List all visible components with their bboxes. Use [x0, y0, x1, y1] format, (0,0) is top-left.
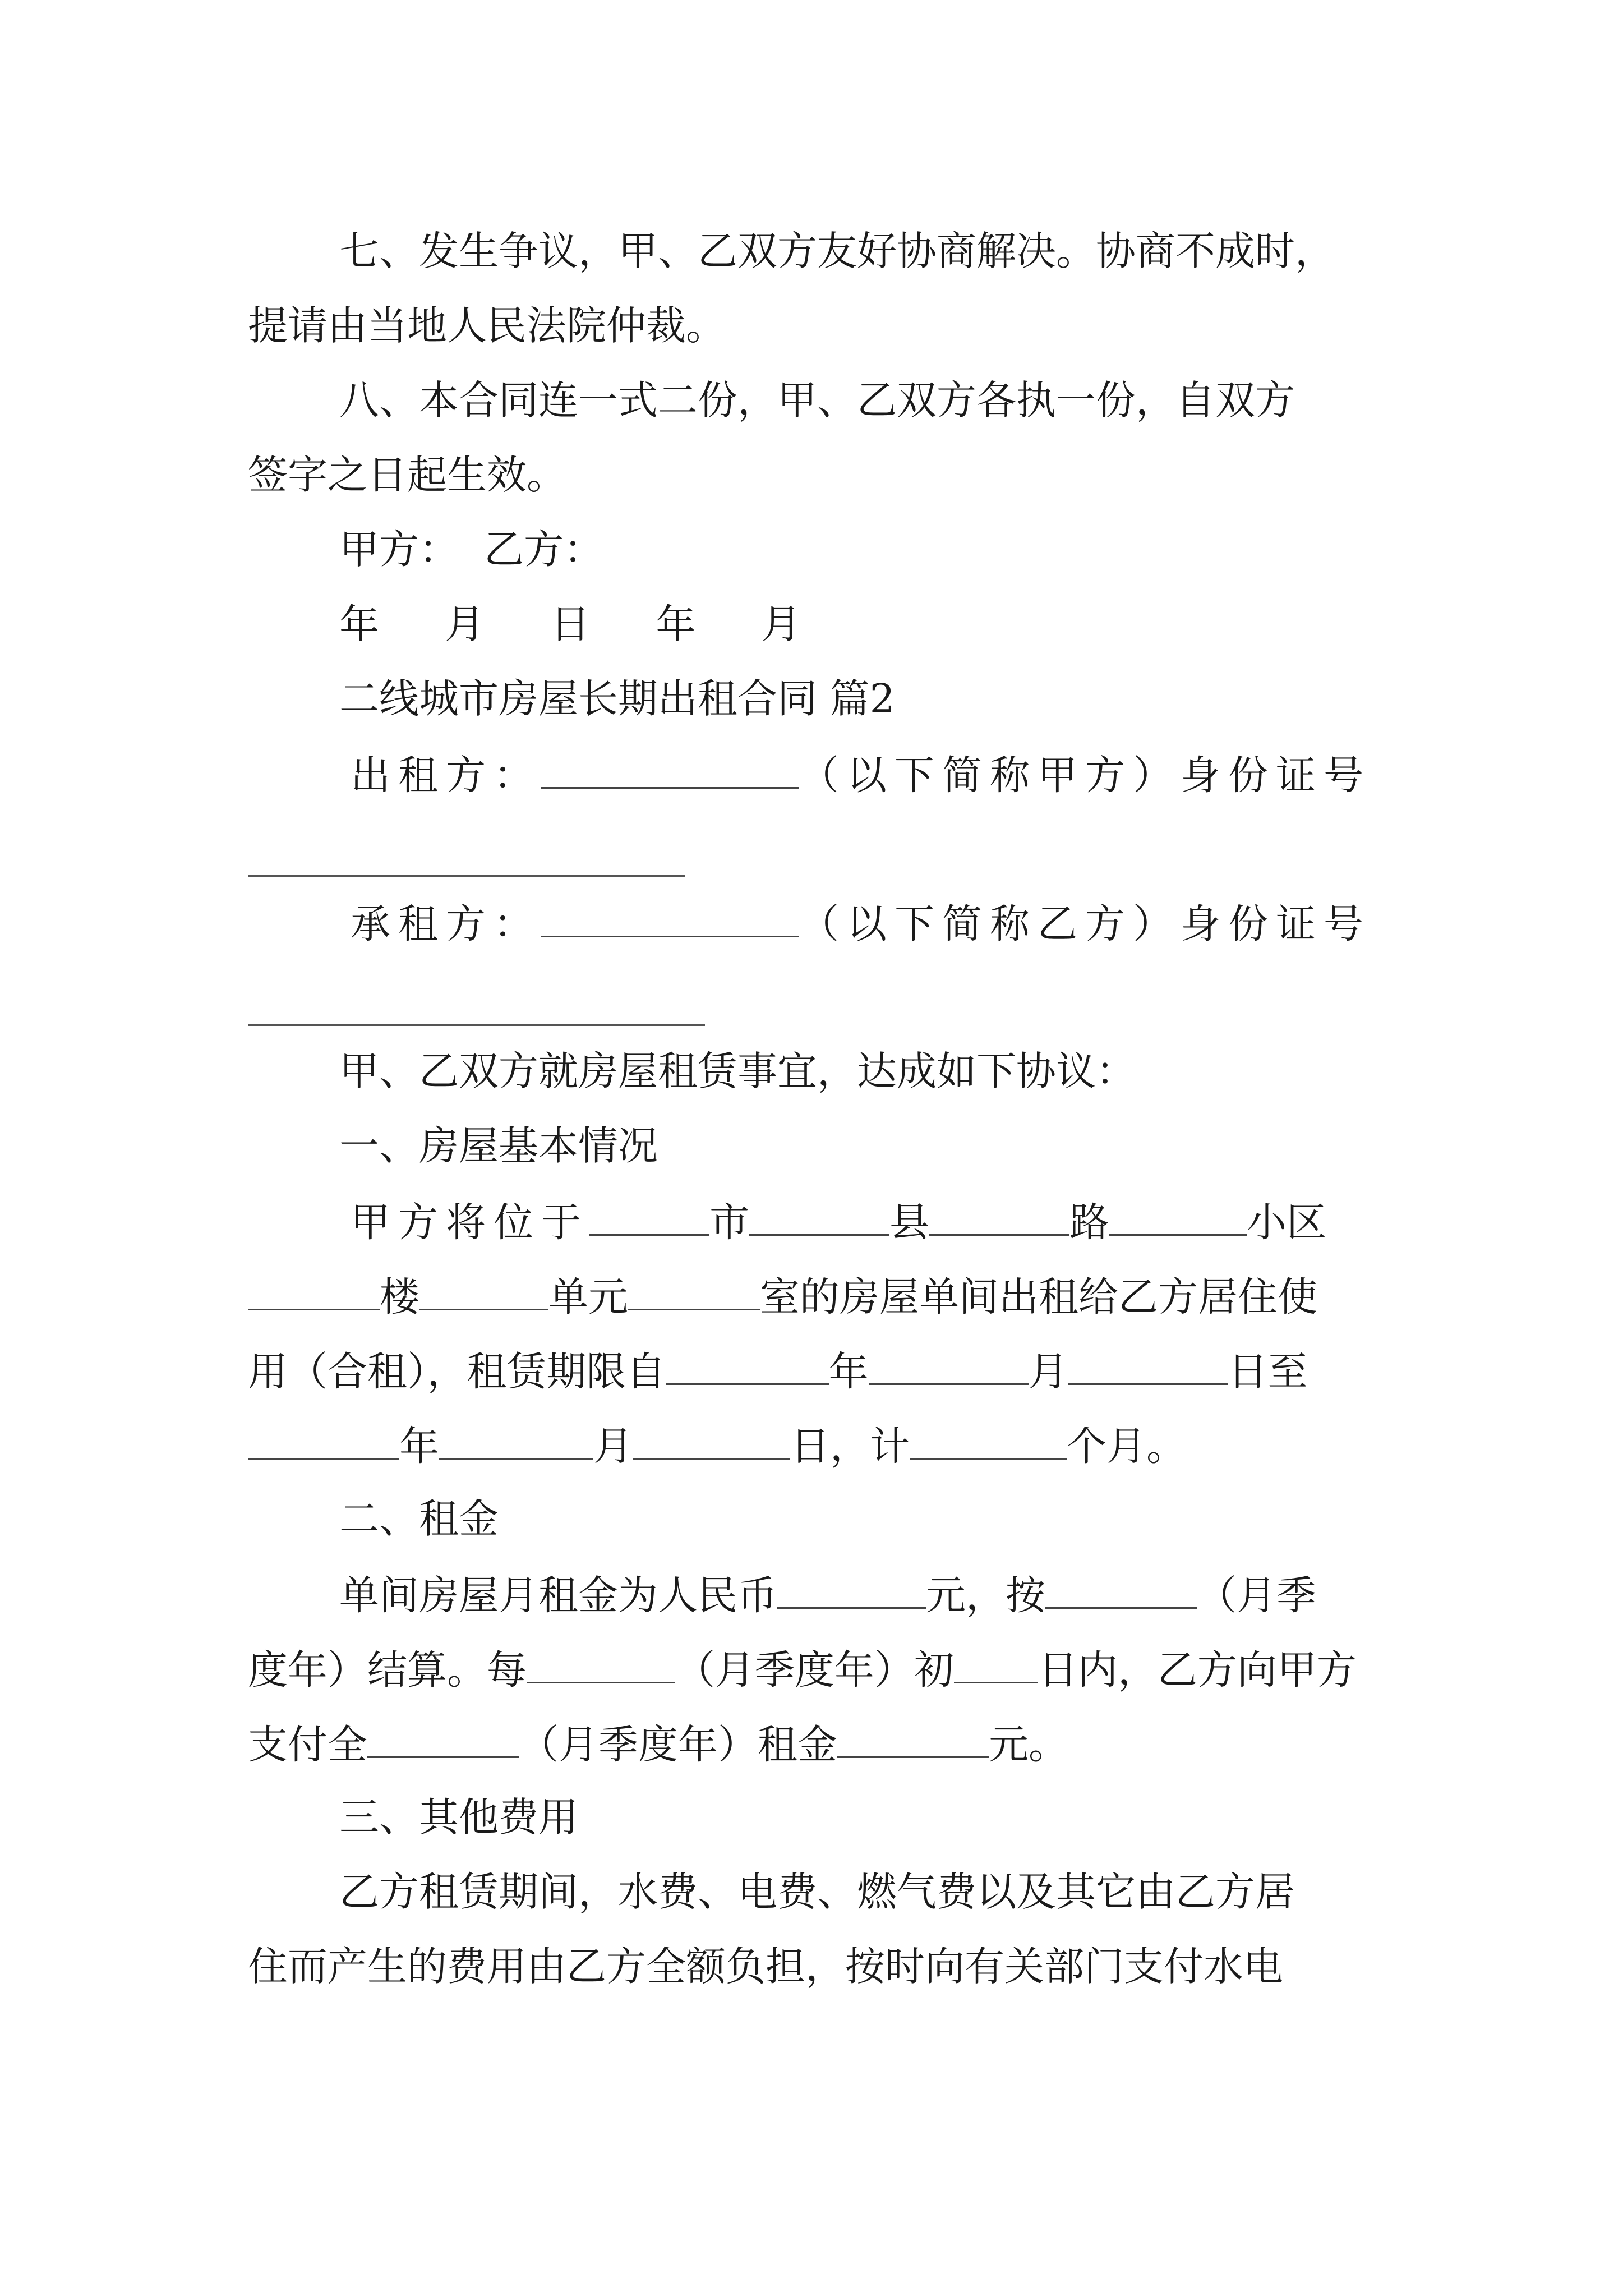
- rent-line-2: 度年）结算。每 （月季度年）初 日内，乙方向甲方: [248, 1646, 1357, 1694]
- unit-blank: [419, 1275, 548, 1310]
- house-line-2: 楼 单元 室的房屋单间出租给乙方居住使: [248, 1275, 1317, 1317]
- building-blank: [248, 1275, 380, 1310]
- payment-period-blank: [527, 1648, 675, 1683]
- section-title: 二线城市房屋长期出租合同 篇2: [339, 675, 895, 722]
- full-period-blank: [367, 1723, 519, 1758]
- city-blank: [589, 1200, 709, 1236]
- county-blank: [749, 1200, 889, 1236]
- fees-line-2: 住而产生的费用由乙方全额负担，按时向有关部门支付水电: [248, 1943, 1284, 1990]
- start-month-blank: [869, 1350, 1029, 1385]
- clause-7-line-1: 七、发生争议，甲、乙双方友好协商解决。协商不成时，: [339, 228, 1335, 274]
- lessee-name-blank: [541, 902, 799, 937]
- clause-8-line-2: 签字之日起生效。: [248, 452, 567, 498]
- house-line-1: 甲方将位于 市 县 路 小区: [351, 1199, 1327, 1246]
- rent-amount-blank: [837, 1723, 989, 1758]
- intro-line: 甲、乙双方就房屋租赁事宜，达成如下协议：: [339, 1048, 1136, 1094]
- lessor-id-blank: [248, 875, 685, 877]
- rent-line-1: 单间房屋月租金为人民币 元，按 （月季: [339, 1572, 1317, 1619]
- house-line-3: 用（合租），租赁期限自 年 月 日至: [248, 1348, 1308, 1395]
- house-line-4: 年 月 日，计 个月。: [248, 1424, 1186, 1466]
- heading-house-info: 一、房屋基本情况: [339, 1122, 658, 1169]
- end-year-blank: [248, 1424, 399, 1460]
- road-blank: [929, 1200, 1069, 1236]
- heading-other-fees: 三、其他费用: [339, 1794, 579, 1841]
- room-blank: [628, 1275, 760, 1310]
- lessor-note: （以下简称甲方）身份证号: [799, 752, 1372, 799]
- lessor-name-blank: [541, 753, 799, 789]
- monthly-rent-blank: [777, 1573, 926, 1609]
- community-blank: [1109, 1200, 1247, 1236]
- lessor-label: 出租方：: [351, 752, 542, 799]
- start-year-blank: [666, 1350, 829, 1385]
- lessee-label: 承租方：: [351, 900, 542, 947]
- lessor-line: [351, 752, 1372, 799]
- signature-line: 甲方： 乙方：: [339, 526, 604, 573]
- settlement-period-blank: [1045, 1573, 1197, 1609]
- end-month-blank: [439, 1424, 593, 1460]
- clause-8-line-1: 八、本合同连一式二份，甲、乙双方各执一份，自双方: [339, 377, 1295, 424]
- payment-days-blank: [954, 1648, 1038, 1683]
- date-line: 年 月 日 年 月: [339, 601, 815, 647]
- rent-line-3: 支付全 （月季度年）租金 元。: [248, 1721, 1069, 1768]
- heading-rent: 二、租金: [339, 1496, 499, 1542]
- lessee-id-blank: [248, 1024, 705, 1026]
- start-day-blank: [1068, 1350, 1228, 1385]
- months-blank: [910, 1424, 1067, 1460]
- lessee-note: （以下简称乙方）身份证号: [799, 900, 1372, 947]
- fees-line-1: 乙方租赁期间，水费、电费、燃气费以及其它由乙方居: [339, 1869, 1295, 1915]
- end-day-blank: [633, 1424, 790, 1460]
- clause-7-line-2: 提请由当地人民法院仲裁。: [248, 302, 726, 349]
- lessee-line: [351, 900, 1372, 947]
